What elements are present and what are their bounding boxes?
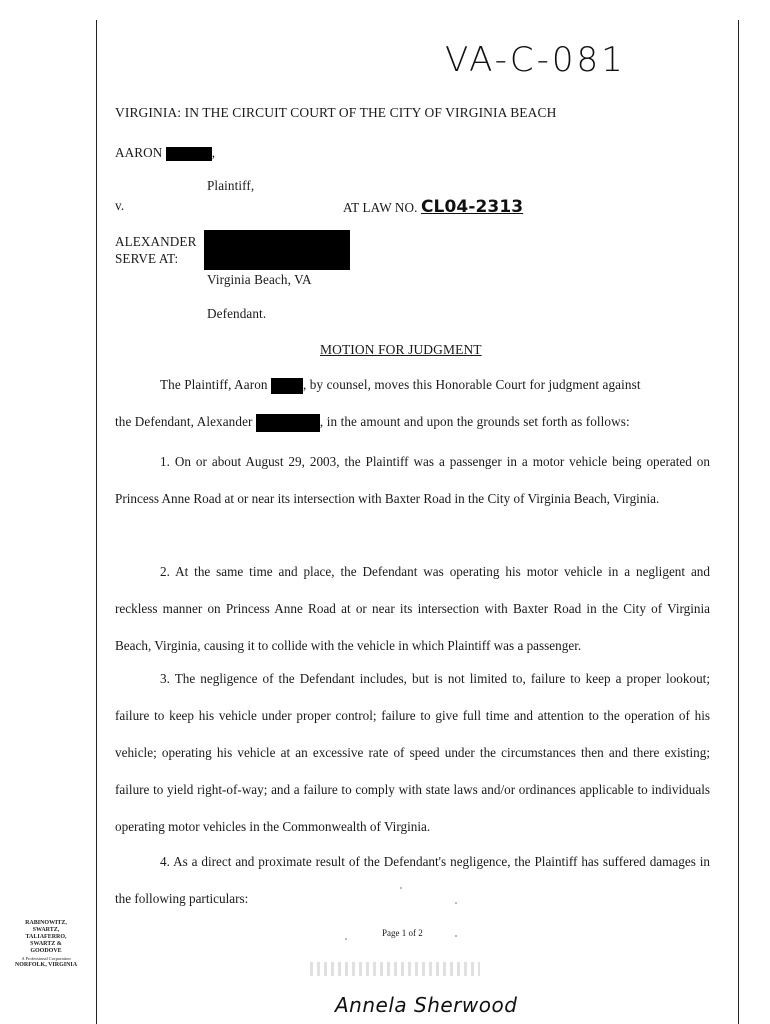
intro-text-4: , in the amount and upon the grounds set forth as follows: — [319, 414, 630, 430]
plaintiff-name: AARON — [115, 145, 163, 160]
intro-text-3: the Defendant, Alexander — [115, 414, 253, 430]
firm-line: A Professional Corporation — [21, 956, 71, 961]
paragraph-2: 2. At the same time and place, the Defendant was operating his motor vehicle in a negligent and reckless manner on Princess Anne Road at or near its intersection with Baxter Road in the City of Virginia Beach, Virginia, causing it to collide with the vehicle in which Plaintiff was a passenger. — [115, 564, 710, 653]
firm-line: TALIAFERRO, — [25, 934, 67, 940]
intro-text-1: The Plaintiff, Aaron — [160, 377, 268, 392]
paragraph-4: 4. As a direct and proximate result of the Defendant's negligence, the Plaintiff has suffered damages in the following particulars: — [115, 854, 710, 906]
scan-speck — [455, 902, 457, 904]
versus-label: v. — [115, 198, 125, 213]
firm-line: SWARTZ, — [32, 927, 60, 933]
scan-speck — [345, 938, 347, 940]
defendant-role: Defendant. — [207, 306, 267, 321]
right-margin-rule — [738, 20, 739, 1024]
defendant-city: Virginia Beach, VA — [207, 272, 312, 287]
firm-line: NORFOLK, VIRGINIA — [14, 962, 78, 968]
plaintiff-role: Plaintiff, — [207, 178, 255, 193]
plaintiff-line: AARON , — [115, 145, 216, 160]
scan-speck — [455, 935, 457, 937]
paragraph-1: 1. On or about August 29, 2003, the Plaintiff was a passenger in a motor vehicle being operated on Princess Anne Road at or near its intersection with Baxter Road in the City of Virginia Beach, Virginia. — [115, 454, 710, 506]
handwritten-reference-number: VA-C-081 — [445, 40, 626, 80]
serve-at-label: SERVE AT: — [115, 251, 179, 266]
intro-text-2: , by counsel, moves this Honorable Court for judgment against — [303, 377, 641, 392]
paragraph-3: 3. The negligence of the Defendant includes, but is not limited to, failure to keep a proper lookout; failure to keep his vehicle under proper control; failure to give full time and attention to the operation of his vehicle; operating his vehicle at an excessive rate of speed under the circumstances then and there existing; failure to yield right-of-way; and a failure to comply with state laws and/or ordinances applicable to individuals operating motor vehicles in the Commonwealth of Virginia. — [115, 671, 710, 834]
handwritten-case-number: CL04-2313 — [420, 197, 524, 217]
intro-line-2 — [115, 414, 630, 432]
at-law-label: AT LAW NO. — [343, 200, 418, 215]
defendant-name: ALEXANDER — [115, 234, 197, 249]
intro-line-1 — [160, 377, 641, 394]
firm-line: RABINOWITZ, — [25, 920, 67, 926]
document-title: MOTION FOR JUDGMENT — [320, 342, 482, 357]
firm-line: GOODOVE — [30, 948, 62, 954]
court-heading: VIRGINIA: IN THE CIRCUIT COURT OF THE CITY OF VIRGINIA BEACH — [115, 105, 557, 120]
redaction-box — [256, 414, 320, 432]
redaction-block — [204, 230, 350, 270]
signature: Annela Sherwood — [335, 993, 518, 1017]
redaction-box — [166, 147, 212, 161]
firm-line: SWARTZ & — [30, 941, 62, 947]
at-law-number — [343, 197, 523, 217]
scan-speck — [400, 887, 402, 889]
page-number: Page 1 of 2 — [382, 928, 423, 938]
left-margin-rule — [96, 20, 97, 1024]
law-firm-block — [6, 920, 86, 969]
redaction-box — [271, 378, 303, 394]
faded-stamp-text — [310, 962, 480, 976]
